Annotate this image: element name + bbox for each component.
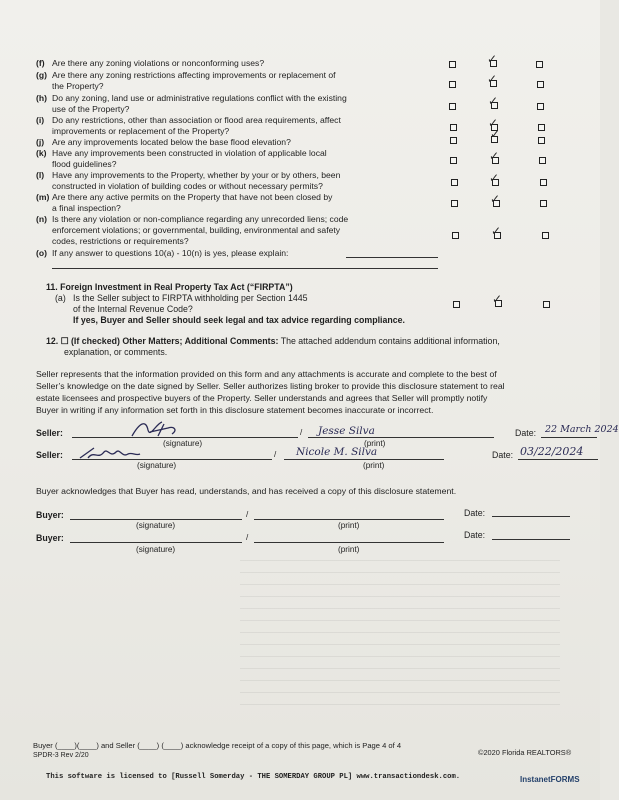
- date-line[interactable]: [492, 539, 570, 540]
- question-text: Are there any zoning restrictions affecting improvements or replacement of: [52, 70, 336, 80]
- instanet-logo: InstanetFORMS: [520, 775, 580, 784]
- buyer-label: Buyer:: [36, 510, 64, 520]
- signature-caption: (signature): [163, 439, 203, 448]
- checkbox-unknown[interactable]: [543, 301, 550, 308]
- seller-paragraph-line: Buyer in writing if any information set forth in this disclosure statement becomes inaccurate or incorrect.: [36, 405, 434, 415]
- question-text: Are any improvements located below the base flood elevation?: [52, 137, 291, 147]
- copyright: ©2020 Florida REALTORS®: [478, 748, 572, 757]
- question-text: Are there any zoning violations or nonconforming uses?: [52, 58, 265, 68]
- date-line[interactable]: [492, 516, 570, 517]
- signature-caption: (signature): [136, 545, 176, 554]
- checkbox-yes[interactable]: [449, 81, 456, 88]
- seller-paragraph-line: Seller’s knowledge on the date signed by Seller. Seller authorizes listing broker to provide this disclosure statement to real: [36, 381, 505, 391]
- check-mark-icon: ✓: [492, 292, 503, 306]
- seller-paragraph-line: estate licensees and prospective buyers of the Property. Seller understands and agrees that Seller will promptly notify: [36, 393, 488, 403]
- checkbox-unknown[interactable]: [538, 137, 545, 144]
- check-mark-icon: ✓: [489, 149, 500, 163]
- section-11-advice: If yes, Buyer and Seller should seek legal and tax advice regarding compliance.: [73, 315, 405, 325]
- seller-paragraph-line: Seller represents that the information provided on this form and any attachments is accurate and complete to the best of: [36, 369, 497, 379]
- checkbox-unknown[interactable]: [542, 232, 549, 239]
- form-id: SPDR-3 Rev 2/20: [33, 752, 89, 759]
- checkbox-yes[interactable]: [450, 157, 457, 164]
- buyer-acknowledgement: Buyer acknowledges that Buyer has read, understands, and has received a copy of this disclosure statement.: [36, 486, 457, 496]
- check-mark-icon: ✓: [488, 94, 499, 108]
- question-text: codes, restrictions or requirements?: [52, 236, 189, 246]
- checkbox-yes[interactable]: [450, 124, 457, 131]
- checkbox-yes[interactable]: [449, 61, 456, 68]
- checkbox-unknown[interactable]: [539, 157, 546, 164]
- question-label: (f): [36, 58, 45, 68]
- section-11-a-text: of the Internal Revenue Code?: [73, 304, 193, 314]
- question-text: use of the Property?: [52, 104, 130, 114]
- question-label: (l): [36, 170, 45, 180]
- signature-line[interactable]: [70, 542, 242, 543]
- check-mark-icon: ✓: [487, 72, 498, 86]
- checkbox-unknown[interactable]: [537, 81, 544, 88]
- question-text: Are there any active permits on the Property that have not been closed by: [52, 192, 333, 202]
- checkbox-unknown[interactable]: [536, 61, 543, 68]
- question-text: Is there any violation or non-compliance regarding any unrecorded liens; code: [52, 214, 349, 224]
- seller-1-date: 22 March 2024: [545, 424, 619, 435]
- explain-line: [346, 257, 438, 258]
- check-mark-icon: ✓: [490, 192, 501, 206]
- slash: /: [274, 450, 277, 459]
- check-mark-icon: ✓: [487, 52, 498, 66]
- checkbox-yes[interactable]: [450, 137, 457, 144]
- question-label: (n): [36, 214, 47, 224]
- signature-line[interactable]: [70, 519, 242, 520]
- date-label: Date:: [464, 508, 486, 518]
- checkbox-yes[interactable]: [452, 232, 459, 239]
- slash: /: [246, 510, 249, 519]
- question-text: Have any improvements to the Property, whether by your or by others, been: [52, 170, 341, 180]
- question-text: Do any restrictions, other than association or flood area requirements, affect: [52, 115, 341, 125]
- checkbox-yes[interactable]: [449, 103, 456, 110]
- signature-caption: (signature): [136, 521, 176, 530]
- check-mark-icon: ✓: [490, 127, 501, 141]
- question-label: (i): [36, 115, 45, 125]
- section-12: [46, 336, 500, 347]
- date-line: [518, 459, 598, 460]
- seller-label: Seller:: [36, 428, 63, 438]
- question-text: Have any improvements been constructed in violation of applicable local: [52, 148, 327, 158]
- check-mark-icon: ✓: [491, 224, 502, 238]
- question-label: (o): [36, 248, 47, 258]
- print-line[interactable]: [254, 519, 444, 520]
- question-label: (h): [36, 93, 47, 103]
- question-label: (m): [36, 192, 50, 202]
- date-label: Date:: [464, 530, 486, 540]
- section-12-text-2: explanation, or comments.: [64, 347, 168, 357]
- checkbox-unknown[interactable]: [540, 179, 547, 186]
- signature-caption: (signature): [137, 461, 177, 470]
- license-line: This software is licensed to [Russell Somerday - THE SOMERDAY GROUP PL] www.transactiondesk.com.: [46, 773, 461, 781]
- section-11-a-label: (a): [55, 293, 66, 303]
- section-12-text: The attached addendum contains additional information,: [278, 336, 500, 346]
- checkbox-yes[interactable]: [451, 179, 458, 186]
- question-text: improvements or replacement of the Property?: [52, 126, 230, 136]
- section-12-lead: 12. ☐ (If checked) Other Matters; Additional Comments:: [46, 336, 279, 346]
- date-label: Date:: [492, 450, 514, 460]
- print-caption: (print): [338, 521, 360, 530]
- print-caption: (print): [338, 545, 360, 554]
- date-label: Date:: [515, 428, 537, 438]
- print-line[interactable]: [254, 542, 444, 543]
- question-text: enforcement violations; or governmental, building, environmental and safety: [52, 225, 341, 235]
- question-text: the Property?: [52, 81, 104, 91]
- question-text: If any answer to questions 10(a) - 10(n) is yes, please explain:: [52, 248, 289, 258]
- print-line: [308, 437, 494, 438]
- question-label: (j): [36, 137, 45, 147]
- checkbox-unknown[interactable]: [540, 200, 547, 207]
- print-caption: (print): [363, 461, 385, 470]
- print-caption: (print): [364, 439, 386, 448]
- seller-2-date: 03/22/2024: [520, 445, 584, 458]
- buyer-label: Buyer:: [36, 533, 64, 543]
- question-text: Do any zoning, land use or administrative regulations conflict with the existing: [52, 93, 347, 103]
- bleed-through-text: [240, 560, 560, 710]
- checkbox-unknown[interactable]: [538, 124, 545, 131]
- question-text: a final inspection?: [52, 203, 121, 213]
- check-mark-icon: ✓: [488, 116, 499, 130]
- checkbox-unknown[interactable]: [537, 103, 544, 110]
- seller-label: Seller:: [36, 450, 63, 460]
- check-mark-icon: ✓: [489, 171, 500, 185]
- section-11-title: 11. Foreign Investment in Real Property Tax Act (“FIRPTA”): [46, 282, 293, 292]
- checkbox-yes[interactable]: [451, 200, 458, 207]
- question-label: (g): [36, 70, 47, 80]
- date-line: [541, 437, 597, 438]
- question-text: flood guidelines?: [52, 159, 117, 169]
- seller-1-signature: [128, 418, 188, 440]
- slash: /: [246, 533, 249, 542]
- slash: /: [300, 428, 303, 437]
- explain-line: [52, 268, 438, 269]
- question-text: constructed in violation of building codes or without necessary permits?: [52, 181, 323, 191]
- seller-1-print-name: Jesse Silva: [318, 425, 375, 437]
- page-receipt-line: Buyer (____)(____) and Seller (____) (____) acknowledge receipt of a copy of this page, which is Page 4 of 4: [33, 741, 402, 750]
- section-11-a-text: Is the Seller subject to FIRPTA withholding per Section 1445: [73, 293, 308, 303]
- print-line: [284, 459, 444, 460]
- seller-2-print-name: Nicole M. Silva: [296, 446, 378, 458]
- checkbox-yes[interactable]: [453, 301, 460, 308]
- question-label: (k): [36, 148, 47, 158]
